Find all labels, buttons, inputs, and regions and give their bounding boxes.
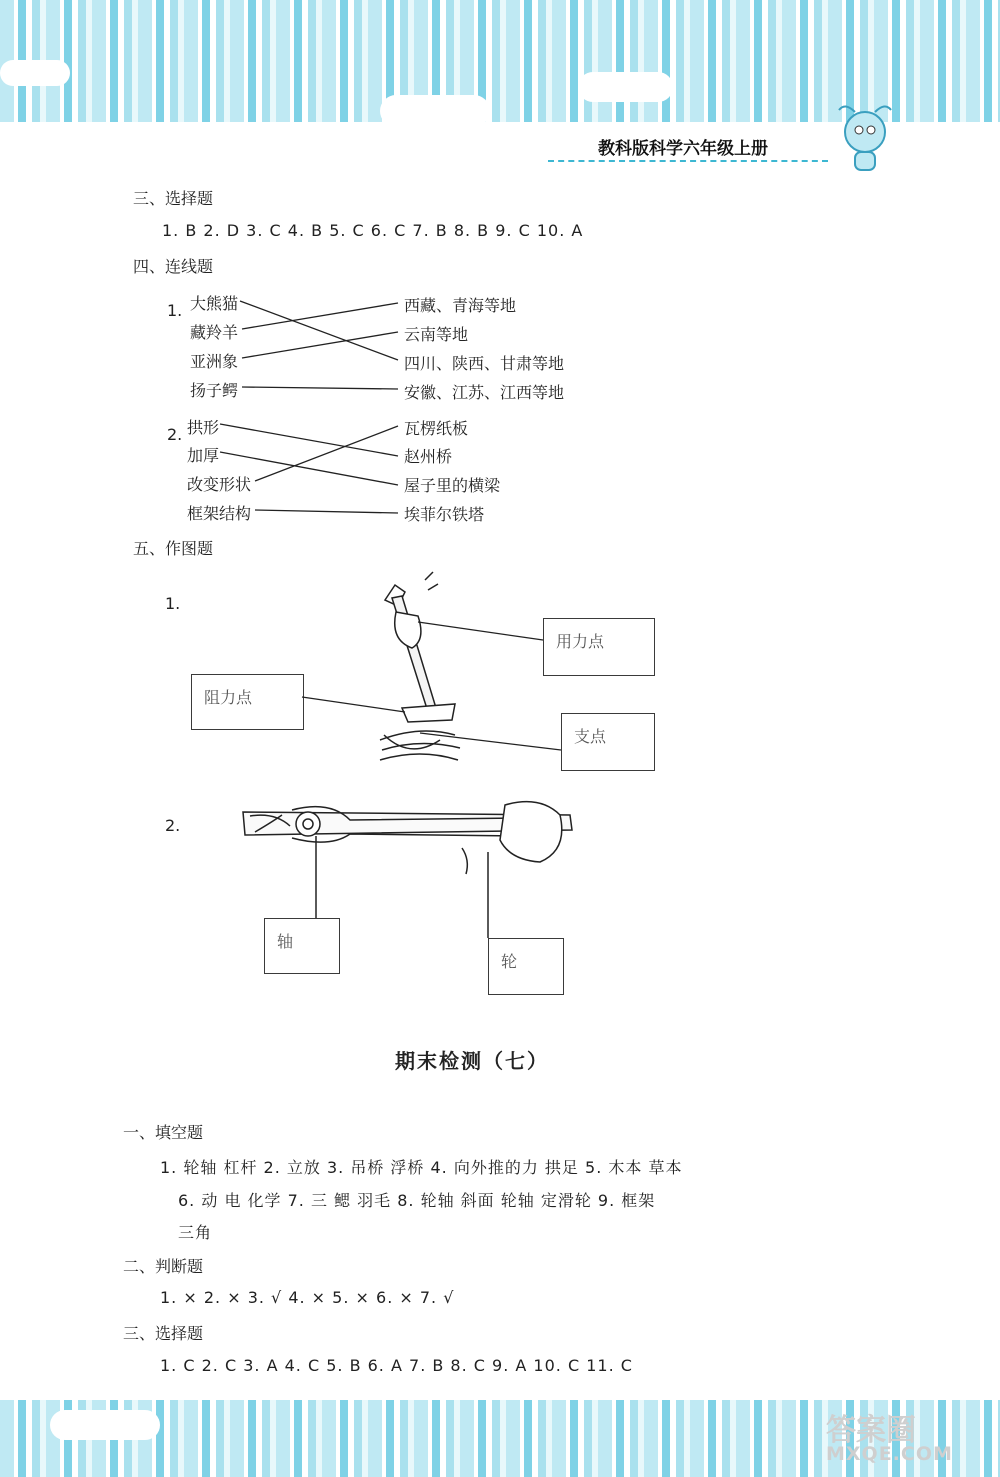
fill-blank-answers-line3: 三角 (178, 1223, 213, 1242)
match-left-item: 藏羚羊 (190, 323, 239, 342)
watermark-logo: 答案圈 (826, 1413, 916, 1448)
match-left-item: 大熊猫 (190, 294, 239, 313)
wheel-label: 轮 (501, 952, 518, 971)
fill-blank-answers-line1: 1. 轮轴 杠杆 2. 立放 3. 吊桥 浮桥 4. 向外推的力 拱足 5. 木本 草本 (160, 1158, 683, 1177)
judgement-answers: 1. × 2. × 3. √ 4. × 5. × 6. × 7. √ (160, 1288, 455, 1307)
match-right-item: 屋子里的横梁 (404, 476, 501, 495)
book-title: 教科版科学六年级上册 (598, 139, 768, 159)
axle-label: 轴 (277, 932, 294, 951)
match-right-item: 埃菲尔铁塔 (404, 505, 485, 524)
watermark-url: MXQE.COM (826, 1443, 953, 1465)
match-right-item: 安徽、江苏、江西等地 (404, 383, 565, 402)
section-heading: 一、填空题 (123, 1123, 204, 1142)
wrench-illustration (243, 802, 572, 938)
section-heading: 五、作图题 (133, 539, 214, 558)
section-heading: 二、判断题 (123, 1257, 204, 1276)
matching-lines-q2 (220, 424, 398, 513)
question-number: 1. (167, 301, 183, 320)
match-left-item: 拱形 (187, 418, 220, 437)
fill-blank-answers-line2: 6. 动 电 化学 7. 三 鳃 羽毛 8. 轮轴 斜面 轮轴 定滑轮 9. 框架 (178, 1191, 656, 1210)
hammer-illustration (380, 572, 460, 760)
question-number: 2. (167, 425, 183, 444)
matching-lines-q1 (240, 301, 398, 389)
section-heading: 三、选择题 (123, 1324, 204, 1343)
match-right-item: 瓦楞纸板 (404, 419, 469, 438)
section-heading: 四、连线题 (133, 257, 214, 276)
exam-title: 期末检测（七） (395, 1049, 549, 1073)
match-left-item: 加厚 (187, 446, 220, 465)
match-right-item: 四川、陕西、甘肃等地 (404, 354, 565, 373)
fulcrum-label: 支点 (574, 727, 607, 746)
choice-answers: 1. B 2. D 3. C 4. B 5. C 6. C 7. B 8. B 9. C 10. A (162, 221, 584, 240)
match-left-item: 扬子鳄 (190, 381, 239, 400)
question-number: 2. (165, 816, 181, 835)
match-right-item: 云南等地 (404, 325, 469, 344)
resistance-point-label: 阻力点 (204, 688, 253, 707)
match-left-item: 改变形状 (187, 475, 252, 494)
section-heading: 三、选择题 (133, 189, 214, 208)
match-right-item: 西藏、青海等地 (404, 296, 517, 315)
choice-answers: 1. C 2. C 3. A 4. C 5. B 6. A 7. B 8. C 9. A 10. C 11. C (160, 1356, 633, 1375)
match-left-item: 亚洲象 (190, 352, 239, 371)
effort-point-label: 用力点 (556, 632, 605, 651)
match-left-item: 框架结构 (187, 504, 252, 523)
match-right-item: 赵州桥 (404, 447, 453, 466)
question-number: 1. (165, 594, 181, 613)
